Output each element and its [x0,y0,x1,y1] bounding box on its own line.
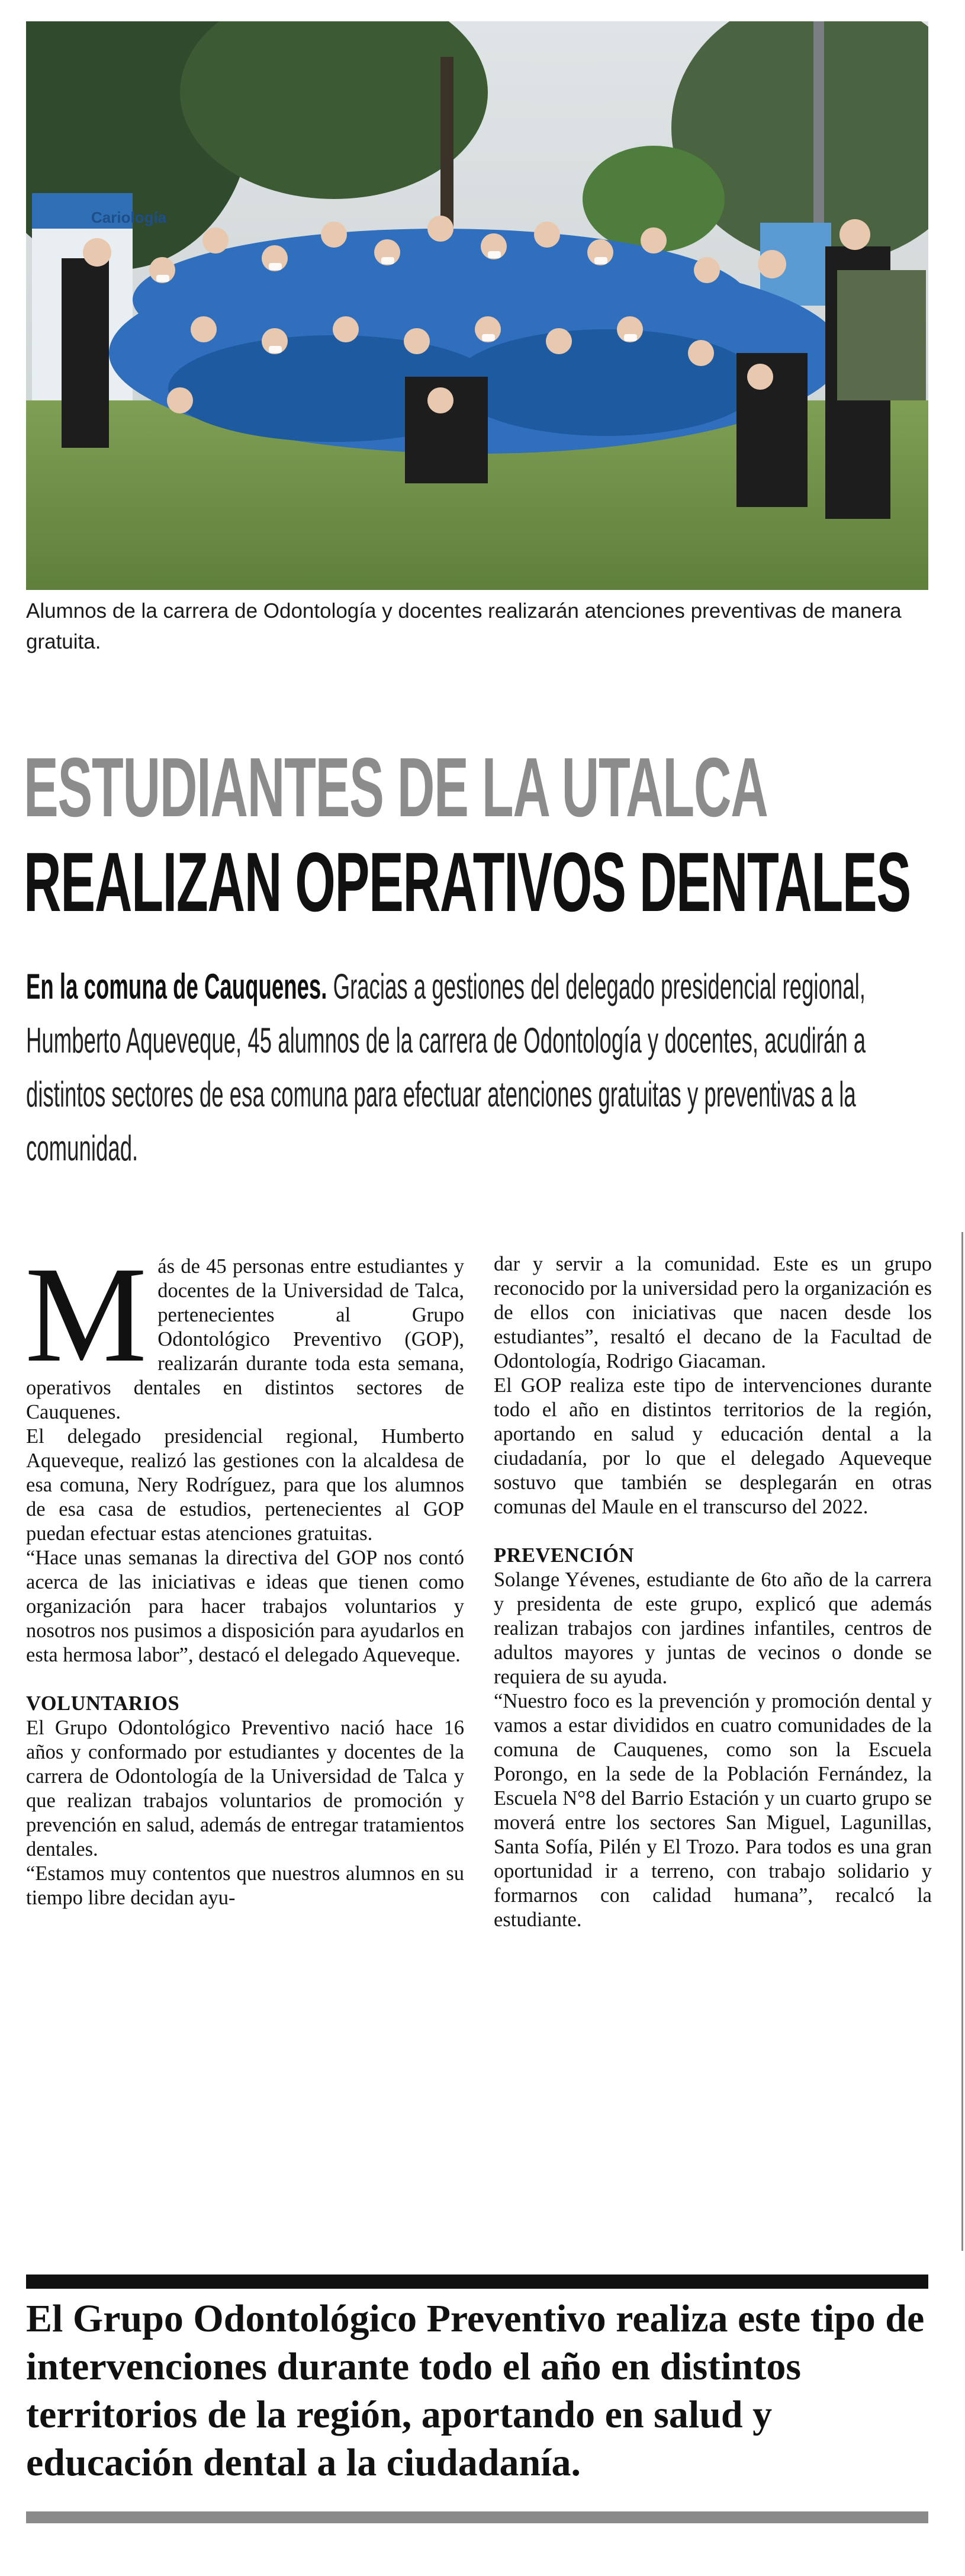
article-photo [26,21,928,590]
lead-paragraph [26,960,929,1175]
headline-line-2: REALIZAN OPERATIVOS DENTALES [24,835,911,929]
photo-caption: Alumnos de la carrera de Odontología y docentes realizarán atenciones preventivas de manera gratuita. [26,599,902,653]
body-paragraph-8: “Nuestro foco es la prevención y promoción dental y vamos a estar divididos en cuatro comunidades de la comuna de Cauquenes, como son la Escuela Porongo, en la sede de la Población Fernández, la Escuela N°8 del Barrio Estación y un cuarto grupo se moverá entre los sectores San Miguel, Lagunillas, Santa Sofía, Pilén y El Trozo. Para todos es una gran oportunidad ir a terreno, con trabajo solidario y formarnos con calidad humana”, recalcó la estudiante. [494,1690,932,1931]
body-paragraph-5-continued: dar y servir a la comunidad. Este es un grupo reconocido por la universidad pero la organización es de ellos con iniciativas que nacen desde los estudiantes”, resaltó el decano de la Facultad de Odontología, Rodrigo Giacaman. [494,1253,932,1372]
body-paragraph-2: El delegado presidencial regional, Humberto Aqueveque, realizó las gestiones con la alcaldesa de esa comuna, Nery Rodríguez, para que los alumnos de esa casa de estudios, pertenecientes al GOP puedan efectuar estas atenciones gratuitas. [26,1425,464,1545]
headline [24,740,911,930]
subhead-prevencion: PREVENCIÓN [494,1544,634,1567]
group-photo-icon [26,21,928,590]
body-paragraph-1 [25,1239,464,1425]
pull-quote-top-bar [26,2275,928,2289]
lead-text: Gracias a gestiones del delegado presidencial regional, Humberto Aqueveque, 45 alumnos de la carrera de Odontología y docentes, acudirán a distintos sectores de esa comuna para efectuar atenciones gratuitas y preventivas a la comunidad. [26,967,866,1168]
column-rule [961,1232,963,2251]
body-column-right [494,1252,932,1932]
body-paragraph-4: El Grupo Odontológico Preventivo nació hace 16 años y conformado por estudiantes y docentes de la carrera de Odontología de la Universidad de Talca y que realizan trabajos voluntarios de promoción y prevención en salud, además de entregar tratamientos dentales. [26,1717,464,1860]
body-paragraph-3: “Hace unas semanas la directiva del GOP nos contó acerca de las iniciativas e ideas que tienen como organización para hacer trabajos voluntarios y nosotros nos pusimos a disposición para ayudarlos en esta hermosa labor”, destacó el delegado Aqueveque. [26,1547,464,1666]
body-paragraph-6: El GOP realiza este tipo de intervenciones durante todo el año en distintos territorios de la región, aportando en salud y educación dental a la ciudadanía, por lo que el delegado Aqueveque sostuvo que también se desplegarán en otras comunas del Maule en el transcurso del 2022. [494,1374,932,1518]
dropcap: M [25,1239,147,1391]
body-paragraph-5-start: “Estamos muy contentos que nuestros alumnos en su tiempo libre decidan ayu- [26,1862,464,1909]
banner-text: Cariología [91,208,167,226]
headline-line-1: ESTUDIANTES DE LA UTALCA [24,740,768,835]
lead-kicker: En la comuna de Cauquenes. [26,967,327,1006]
pull-quote-bottom-bar [26,2511,928,2523]
body-paragraph-7: Solange Yévenes, estudiante de 6to año de la carrera y presidenta de este grupo, explicó que además realizan trabajos con jardines infantiles, centros de adultos mayores y juntas de vecinos o donde se requiera de su ayuda. [494,1568,932,1688]
body-column-left [25,1239,464,1910]
pull-quote: El Grupo Odontológico Preventivo realiza este tipo de intervenciones durante todo el año en distintos territorios de la región, aportando en salud y educación dental a la ciudadanía. [26,2297,925,2484]
body-p1-text: ás de 45 personas entre estudiantes y docentes de la Universidad de Talca, pertenecientes al Grupo Odontológico Preventivo (GOP), realizarán durante toda esta semana, operativos dentales en distintos sectores de Cauquenes. [26,1255,464,1423]
subhead-voluntarios: VOLUNTARIOS [26,1692,180,1715]
